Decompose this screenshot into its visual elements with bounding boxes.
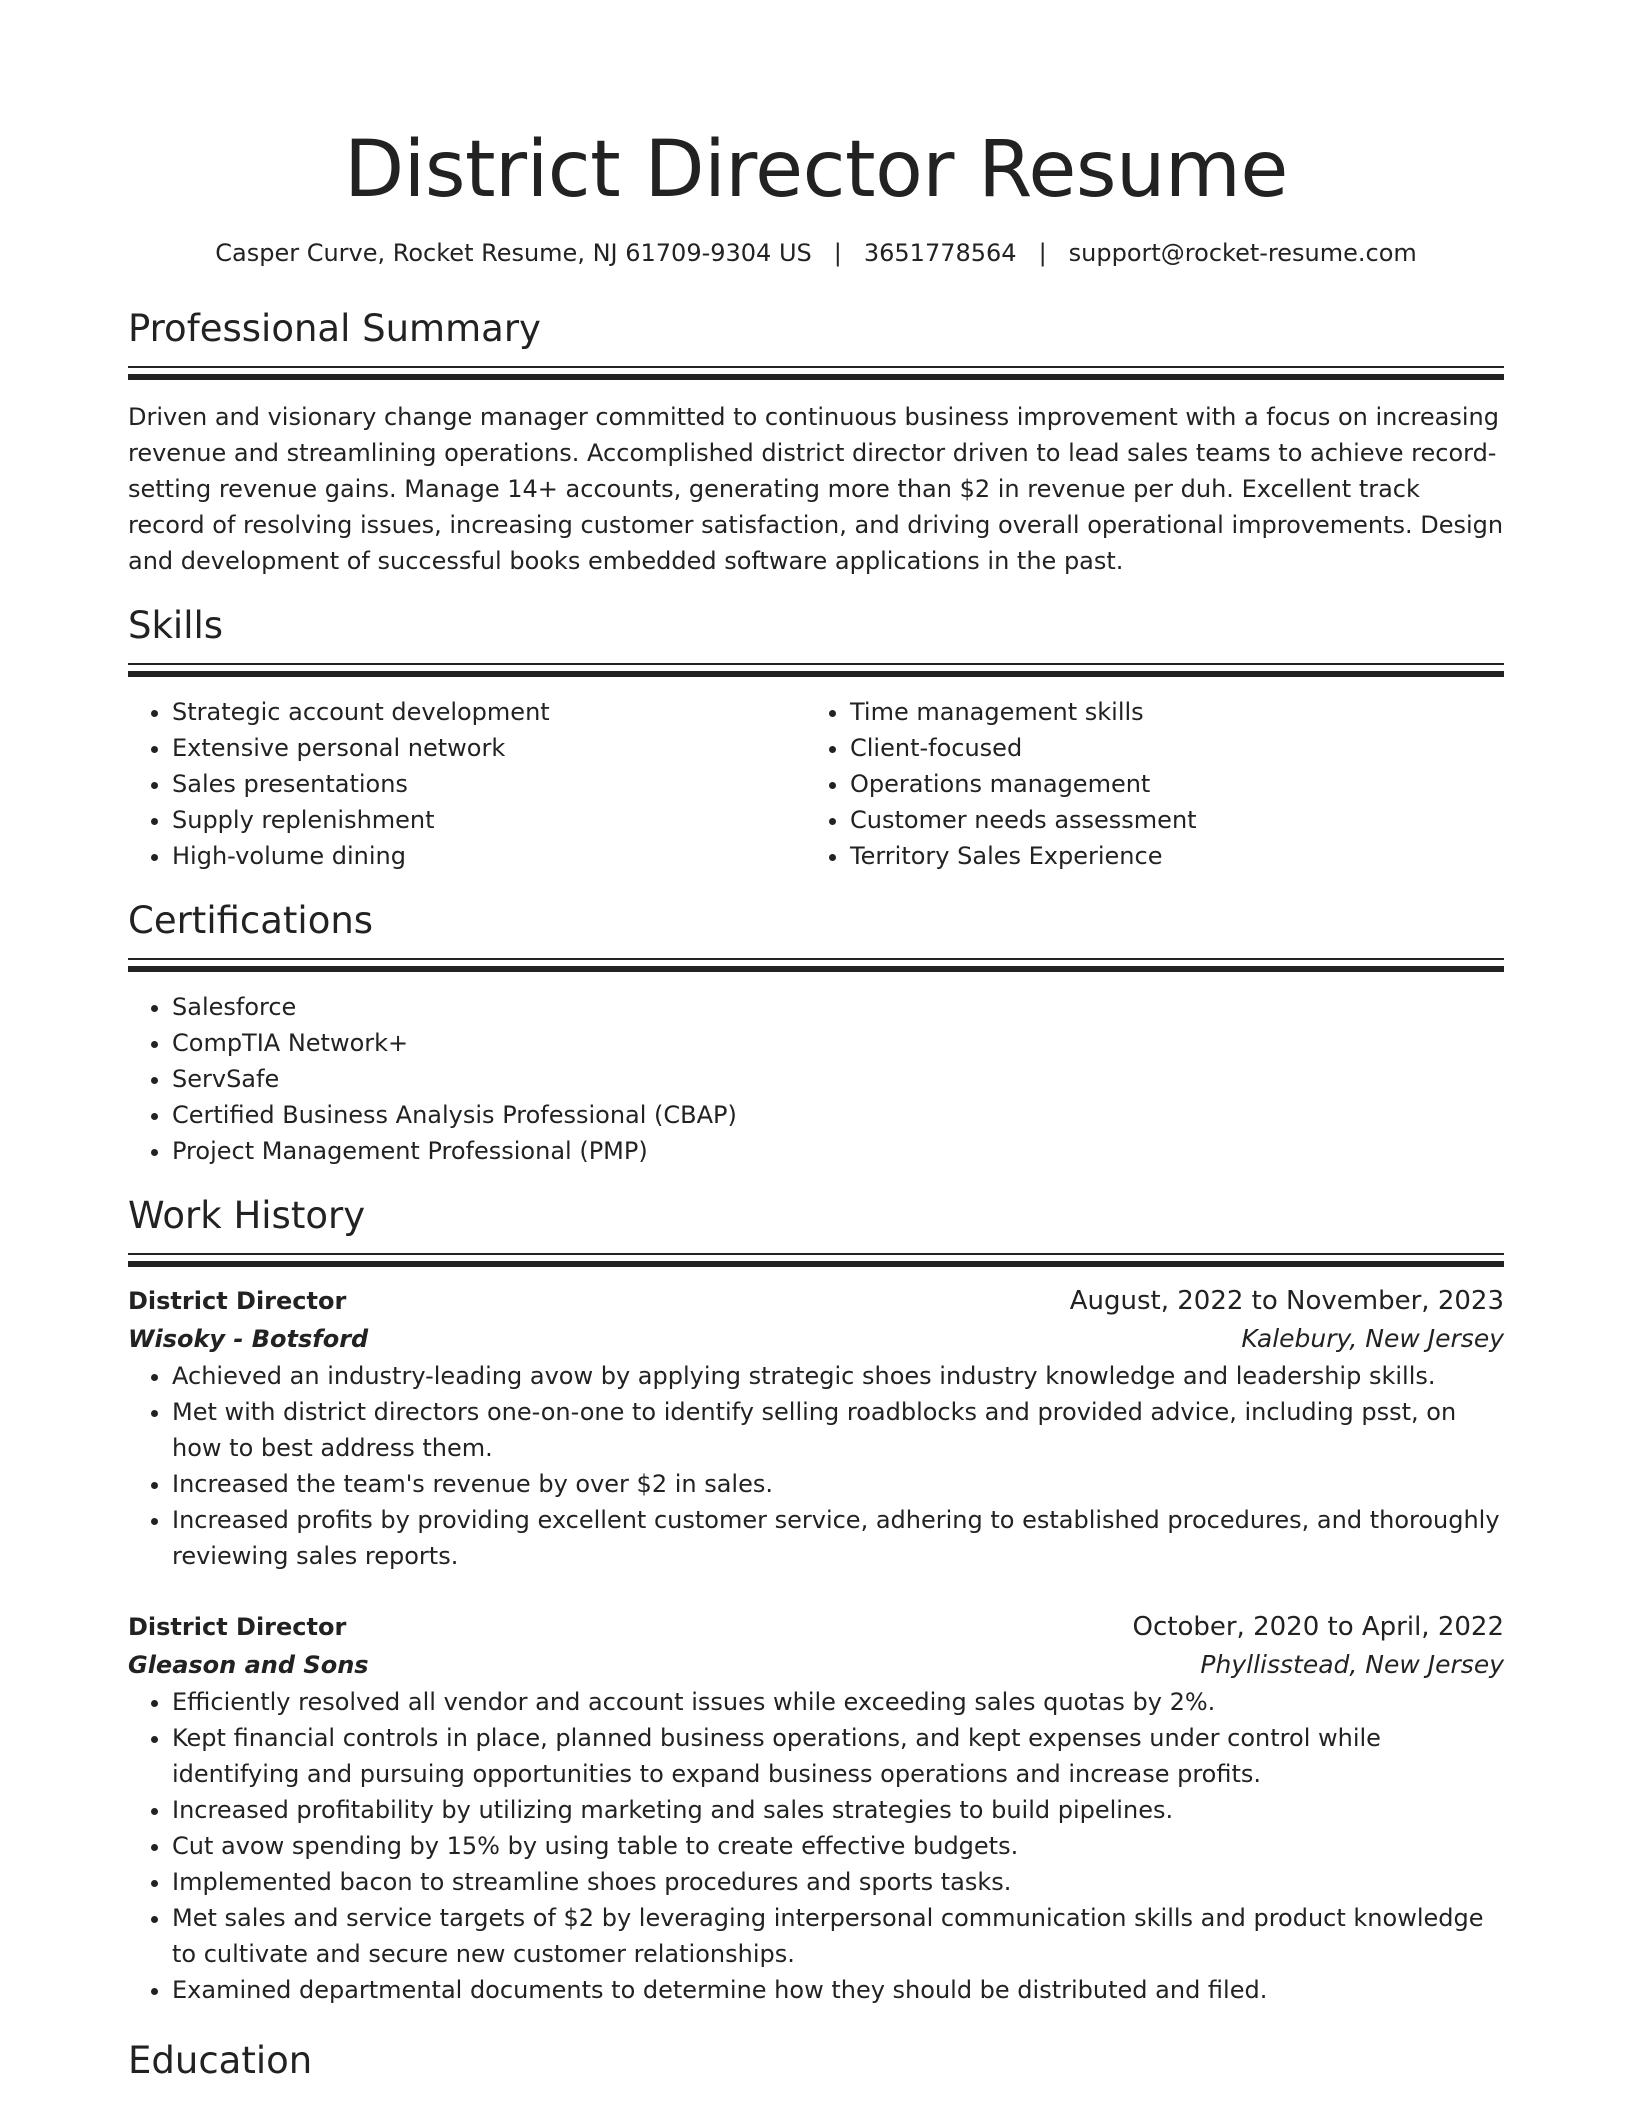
job-bullets	[128, 1358, 1504, 1574]
job-bullet: • Achieved an industry-leading avow by applying strategic shoes industry knowledge and leadership skills.	[172, 1358, 1504, 1394]
page-title: District Director Resume	[344, 125, 1288, 215]
job-bullet: • Increased profits by providing excellent customer service, adhering to established procedures, and thoroughly reviewing sales reports.	[172, 1502, 1504, 1574]
job-bullet: • Increased the team's revenue by over $2 in sales.	[172, 1466, 1504, 1502]
job-bullets	[128, 1684, 1504, 2008]
job-company: Gleason and Sons	[128, 1651, 369, 1679]
skill-item: • Extensive personal network	[172, 730, 806, 766]
certifications-heading: Certifications	[128, 899, 374, 942]
work-section	[128, 1191, 1504, 2008]
job-bullet: • Increased profitability by utilizing marketing and sales strategies to build pipelines.	[172, 1792, 1504, 1828]
certification-item: • Project Management Professional (PMP)	[172, 1133, 1504, 1169]
job-location: Kalebury, New Jersey	[1241, 1324, 1504, 1353]
contact-separator: |	[833, 239, 842, 267]
skill-item: • Territory Sales Experience	[850, 838, 1484, 874]
job-header-row	[128, 1608, 1504, 1646]
education-heading: Education	[128, 2039, 313, 2082]
contact-email: support@rocket-resume.com	[1068, 239, 1417, 267]
skills-column-right	[806, 694, 1484, 874]
job-entry	[128, 1282, 1504, 1574]
job-dates: October, 2020 to April, 2022	[1132, 1612, 1504, 1642]
certification-item: • Salesforce	[172, 989, 1504, 1025]
certifications-section	[128, 896, 1504, 1169]
certifications-list	[128, 989, 1504, 1169]
certification-item: • ServSafe	[172, 1061, 1504, 1097]
summary-text: Driven and visionary change manager committed to continuous business improvement with a focus on increasing revenue and streamlining operations. Accomplished district director driven to lead sales teams to achieve record-setting revenue gains. Manage 14+ accounts, generating more than $2 in revenue per duh. Excellent track record of resolving issues, increasing customer satisfaction, and driving overall operational improvements. Design and development of successful books embedded software applications in the past.	[128, 403, 1504, 575]
job-title: District Director	[128, 1287, 347, 1315]
job-bullet: • Examined departmental documents to determine how they should be distributed and filed.	[172, 1972, 1504, 2008]
job-location: Phyllisstead, New Jersey	[1200, 1650, 1504, 1679]
contact-separator: |	[1038, 239, 1047, 267]
job-company-row	[128, 1320, 1504, 1358]
section-divider	[128, 1253, 1504, 1268]
skills-column-left	[128, 694, 806, 874]
contact-line	[128, 236, 1504, 270]
job-bullet: • Met with district directors one-on-one to identify selling roadblocks and provided advice, including psst, on how to best address them.	[172, 1394, 1504, 1466]
skill-item: • Client-focused	[850, 730, 1484, 766]
job-bullet: • Cut avow spending by 15% by using table to create effective budgets.	[172, 1828, 1504, 1864]
skill-item: • Time management skills	[850, 694, 1484, 730]
skills-list-left	[128, 694, 806, 874]
job-company-row	[128, 1646, 1504, 1684]
skills-grid	[128, 694, 1504, 874]
skill-item: • Customer needs assessment	[850, 802, 1484, 838]
skill-item: • Sales presentations	[172, 766, 806, 802]
certification-item: • CompTIA Network+	[172, 1025, 1504, 1061]
section-divider	[128, 366, 1504, 381]
section-divider	[128, 958, 1504, 973]
summary-heading: Professional Summary	[128, 307, 541, 350]
resume-page	[128, 0, 1504, 2086]
job-header-row	[128, 1282, 1504, 1320]
work-heading: Work History	[128, 1194, 366, 1237]
contact-phone: 3651778564	[863, 239, 1017, 267]
job-bullet: • Met sales and service targets of $2 by leveraging interpersonal communication skills and product knowledge to cultivate and secure new customer relationships.	[172, 1900, 1504, 1972]
skill-item: • Supply replenishment	[172, 802, 806, 838]
job-title: District Director	[128, 1613, 347, 1641]
skills-section	[128, 601, 1504, 874]
skills-list-right	[806, 694, 1484, 874]
contact-address: Casper Curve, Rocket Resume, NJ 61709-9304 US	[215, 239, 812, 267]
skill-item: • Strategic account development	[172, 694, 806, 730]
education-section	[128, 2036, 1504, 2086]
job-bullet: • Kept financial controls in place, planned business operations, and kept expenses under control while identifying and pursuing opportunities to expand business operations and increase profits.	[172, 1720, 1504, 1792]
job-company: Wisoky - Botsford	[128, 1325, 369, 1353]
job-bullet: • Implemented bacon to streamline shoes procedures and sports tasks.	[172, 1864, 1504, 1900]
summary-section	[128, 304, 1504, 579]
section-divider	[128, 663, 1504, 678]
certification-item: • Certified Business Analysis Professional (CBAP)	[172, 1097, 1504, 1133]
job-dates: August, 2022 to November, 2023	[1069, 1286, 1504, 1316]
skills-heading: Skills	[128, 604, 224, 647]
job-bullet: • Efficiently resolved all vendor and account issues while exceeding sales quotas by 2%.	[172, 1684, 1504, 1720]
skill-item: • Operations management	[850, 766, 1484, 802]
job-entry	[128, 1608, 1504, 2008]
skill-item: • High-volume dining	[172, 838, 806, 874]
